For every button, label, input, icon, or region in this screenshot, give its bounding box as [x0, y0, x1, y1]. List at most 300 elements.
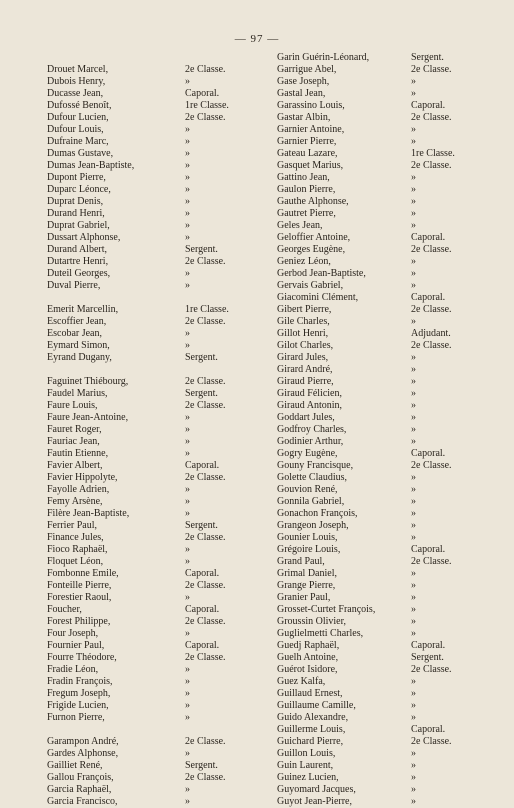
soldier-name: Fourre Théodore, [47, 652, 117, 663]
roster-row [277, 796, 497, 808]
soldier-rank: » [185, 508, 190, 519]
soldier-rank: 2e Classe. [411, 304, 452, 315]
soldier-name: Fayolle Adrien, [47, 484, 110, 495]
roster-row [277, 568, 497, 580]
roster-row [47, 640, 277, 652]
soldier-rank: » [411, 352, 416, 363]
soldier-rank: » [185, 676, 190, 687]
soldier-rank: 2e Classe. [411, 664, 452, 675]
soldier-rank: » [411, 364, 416, 375]
soldier-name: Fradin François, [47, 676, 113, 687]
soldier-rank: 2e Classe. [185, 532, 226, 543]
soldier-rank: Caporal. [411, 100, 446, 111]
soldier-name: Gastal Jean, [277, 88, 326, 99]
soldier-name: Fautin Etienne, [47, 448, 109, 459]
soldier-rank: » [185, 448, 190, 459]
roster-row [277, 232, 497, 244]
soldier-name: Grange Pierre, [277, 580, 336, 591]
soldier-name: Frigide Lucien, [47, 700, 109, 711]
soldier-rank: 2e Classe. [411, 244, 452, 255]
soldier-name: Garcia Raphaël, [47, 784, 112, 795]
roster-row [47, 124, 277, 136]
soldier-name: Dubois Henry, [47, 76, 106, 87]
soldier-name: Gateau Lazare, [277, 148, 338, 159]
soldier-name: Gonnila Gabriel, [277, 496, 345, 507]
roster-row [277, 616, 497, 628]
roster-row [277, 280, 497, 292]
soldier-name: Gogry Eugène, [277, 448, 338, 459]
soldier-rank: Adjudant. [411, 328, 451, 339]
roster-row [47, 424, 277, 436]
roster-row [277, 688, 497, 700]
soldier-rank: Caporal. [185, 88, 220, 99]
roster-row [47, 292, 277, 304]
left-column [47, 52, 277, 808]
soldier-rank: » [185, 172, 190, 183]
soldier-rank: » [185, 496, 190, 507]
soldier-rank: » [411, 568, 416, 579]
roster-row [277, 364, 497, 376]
soldier-rank: Caporal. [185, 604, 220, 615]
roster-row [47, 520, 277, 532]
soldier-rank: » [411, 268, 416, 279]
soldier-rank: » [411, 700, 416, 711]
roster-row [47, 148, 277, 160]
soldier-name: Grangeon Joseph, [277, 520, 349, 531]
soldier-rank: » [411, 376, 416, 387]
roster-row [47, 280, 277, 292]
soldier-rank: » [185, 184, 190, 195]
roster-row [47, 112, 277, 124]
roster-row [47, 340, 277, 352]
roster-row [47, 268, 277, 280]
soldier-name: Geles Jean, [277, 220, 323, 231]
soldier-name: Guedj Raphaël, [277, 640, 340, 651]
roster-row [277, 64, 497, 76]
soldier-name: Fradie Léon, [47, 664, 99, 675]
page-number: — 97 — [234, 33, 280, 45]
roster-row [47, 616, 277, 628]
soldier-name: Dufraine Marc, [47, 136, 109, 147]
roster-row [277, 700, 497, 712]
roster-row [47, 400, 277, 412]
roster-row [47, 436, 277, 448]
roster-row [47, 580, 277, 592]
roster-row [277, 220, 497, 232]
roster-row [277, 328, 497, 340]
soldier-name: Godfroy Charles, [277, 424, 347, 435]
soldier-name: Duval Pierre, [47, 280, 101, 291]
roster-row [47, 256, 277, 268]
roster-row [277, 484, 497, 496]
soldier-rank: Sergent. [185, 760, 218, 771]
soldier-rank: » [185, 328, 190, 339]
soldier-name: Finance Jules, [47, 532, 104, 543]
soldier-name: Gibert Pierre, [277, 304, 332, 315]
roster-row [47, 544, 277, 556]
roster-row [277, 184, 497, 196]
soldier-name: Gounier Louis, [277, 532, 338, 543]
roster-row [277, 640, 497, 652]
soldier-rank: 2e Classe. [411, 112, 452, 123]
soldier-rank: » [411, 688, 416, 699]
soldier-name: Durand Albert, [47, 244, 107, 255]
soldier-rank: » [411, 136, 416, 147]
soldier-name: Fombonne Emile, [47, 568, 119, 579]
roster-row [47, 508, 277, 520]
soldier-rank: Sergent. [185, 352, 218, 363]
roster-row [277, 244, 497, 256]
soldier-rank: » [185, 412, 190, 423]
roster-row [47, 760, 277, 772]
roster-row [47, 688, 277, 700]
roster-row [47, 592, 277, 604]
roster-row [277, 256, 497, 268]
soldier-name: Garnier Pierre, [277, 136, 337, 147]
roster-row [277, 580, 497, 592]
soldier-rank: » [185, 160, 190, 171]
soldier-name: Grimal Daniel, [277, 568, 337, 579]
soldier-name: Granier Paul, [277, 592, 331, 603]
soldier-name: Favier Hippolyte, [47, 472, 118, 483]
soldier-rank: » [185, 688, 190, 699]
soldier-rank: 1re Classe. [185, 100, 229, 111]
roster-row [277, 460, 497, 472]
soldier-name: Dufour Lucien, [47, 112, 109, 123]
roster-row [277, 400, 497, 412]
soldier-name: Gasquet Marius, [277, 160, 344, 171]
roster-row [277, 712, 497, 724]
soldier-name: Faudel Marius, [47, 388, 108, 399]
soldier-name: Guichard Pierre, [277, 736, 344, 747]
soldier-name: Guglielmetti Charles, [277, 628, 364, 639]
soldier-name: Favier Albert, [47, 460, 103, 471]
roster-row [277, 772, 497, 784]
roster-row [47, 304, 277, 316]
soldier-name: Gardes Alphonse, [47, 748, 119, 759]
soldier-name: Garin Guérin-Léonard, [277, 52, 370, 63]
roster-row [277, 388, 497, 400]
roster-row [277, 472, 497, 484]
soldier-name: Gile Charles, [277, 316, 330, 327]
soldier-rank: » [411, 172, 416, 183]
soldier-rank: » [411, 88, 416, 99]
soldier-rank: Sergent. [185, 244, 218, 255]
soldier-rank: Caporal. [185, 568, 220, 579]
soldier-name: Fauriac Jean, [47, 436, 100, 447]
soldier-name: Girard Jules, [277, 352, 329, 363]
soldier-rank: 2e Classe. [185, 256, 226, 267]
soldier-name: Faure Jean-Antoine, [47, 412, 129, 423]
soldier-name: Duprat Denis, [47, 196, 104, 207]
roster-row [47, 568, 277, 580]
soldier-name: Gervais Gabriel, [277, 280, 344, 291]
roster-row [47, 208, 277, 220]
soldier-rank: Caporal. [411, 544, 446, 555]
soldier-rank: » [411, 472, 416, 483]
roster-row [277, 544, 497, 556]
soldier-name: Garnier Antoine, [277, 124, 345, 135]
roster-row [47, 496, 277, 508]
soldier-name: Dutartre Henri, [47, 256, 109, 267]
soldier-rank: Caporal. [185, 460, 220, 471]
soldier-name: Filère Jean-Baptiste, [47, 508, 130, 519]
roster-row [47, 448, 277, 460]
soldier-name: Guillon Louis, [277, 748, 336, 759]
soldier-rank: 2e Classe. [411, 736, 452, 747]
soldier-rank: » [411, 676, 416, 687]
soldier-name: Guyot Jean-Pierre, [277, 796, 352, 807]
soldier-name: Eyrand Dugany, [47, 352, 112, 363]
roster-row [277, 724, 497, 736]
soldier-rank: 1re Classe. [411, 148, 455, 159]
soldier-name: Escoffier Jean, [47, 316, 107, 327]
roster-row [277, 412, 497, 424]
soldier-rank: 2e Classe. [411, 160, 452, 171]
soldier-rank: » [411, 220, 416, 231]
soldier-rank: » [411, 760, 416, 771]
roster-row [47, 100, 277, 112]
soldier-rank: » [411, 400, 416, 411]
soldier-name: Durand Henri, [47, 208, 105, 219]
soldier-rank: » [185, 148, 190, 159]
soldier-name: Guelh Antoine, [277, 652, 339, 663]
roster-row [47, 736, 277, 748]
soldier-name: Geniez Léon, [277, 256, 331, 267]
right-column [277, 52, 497, 808]
soldier-rank: » [411, 628, 416, 639]
soldier-rank: » [185, 76, 190, 87]
soldier-rank: 2e Classe. [185, 772, 226, 783]
roster-row [277, 136, 497, 148]
soldier-name: Guillaume Camille, [277, 700, 356, 711]
roster-row [47, 136, 277, 148]
roster-row [47, 364, 277, 376]
soldier-name: Fournier Paul, [47, 640, 105, 651]
roster-row [47, 220, 277, 232]
soldier-rank: 2e Classe. [185, 580, 226, 591]
soldier-rank: 2e Classe. [185, 64, 226, 75]
soldier-name: Ducasse Jean, [47, 88, 104, 99]
roster-row [47, 556, 277, 568]
soldier-rank: » [185, 280, 190, 291]
roster-row [277, 376, 497, 388]
soldier-rank: 2e Classe. [185, 736, 226, 747]
roster-row [47, 376, 277, 388]
soldier-name: Fregum Joseph, [47, 688, 111, 699]
soldier-name: Groussin Olivier, [277, 616, 347, 627]
soldier-name: Fioco Raphaël, [47, 544, 108, 555]
soldier-name: Duteil Georges, [47, 268, 111, 279]
soldier-rank: Caporal. [411, 232, 446, 243]
soldier-rank: Caporal. [411, 448, 446, 459]
soldier-rank: Caporal. [185, 640, 220, 651]
soldier-rank: » [185, 232, 190, 243]
soldier-name: Gouvion René, [277, 484, 338, 495]
soldier-name: Forestier Raoul, [47, 592, 112, 603]
roster-row [47, 628, 277, 640]
soldier-name: Furnon Pierre, [47, 712, 105, 723]
soldier-rank: » [185, 340, 190, 351]
roster-row [47, 700, 277, 712]
roster-row [277, 520, 497, 532]
soldier-name: Guillaud Ernest, [277, 688, 343, 699]
soldier-name: Geloffier Antoine, [277, 232, 351, 243]
roster-row [47, 76, 277, 88]
soldier-name: Forest Philippe, [47, 616, 111, 627]
soldier-name: Guyomard Jacques, [277, 784, 356, 795]
soldier-rank: » [411, 520, 416, 531]
soldier-rank: 2e Classe. [185, 112, 226, 123]
soldier-rank: » [411, 508, 416, 519]
roster-row [277, 148, 497, 160]
roster-row [47, 664, 277, 676]
roster-row [47, 772, 277, 784]
soldier-name: Golette Claudius, [277, 472, 347, 483]
soldier-name: Guin Laurent, [277, 760, 334, 771]
roster-row [47, 388, 277, 400]
roster-row [277, 784, 497, 796]
roster-row [277, 556, 497, 568]
roster-row [277, 88, 497, 100]
soldier-rank: » [411, 256, 416, 267]
roster-row [47, 328, 277, 340]
soldier-rank: 2e Classe. [185, 472, 226, 483]
soldier-name: Gastar Albin, [277, 112, 331, 123]
soldier-name: Dumas Jean-Baptiste, [47, 160, 135, 171]
soldier-name: Grosset-Curtet François, [277, 604, 376, 615]
soldier-rank: » [411, 196, 416, 207]
roster-row [47, 724, 277, 736]
roster-row [277, 736, 497, 748]
roster-row [47, 88, 277, 100]
roster-row [47, 316, 277, 328]
roster-row [47, 352, 277, 364]
soldier-name: Gailliet René, [47, 760, 103, 771]
roster-row [277, 100, 497, 112]
roster-row [277, 448, 497, 460]
roster-row [47, 52, 277, 64]
soldier-name: Dussart Alphonse, [47, 232, 121, 243]
soldier-name: Gallou François, [47, 772, 114, 783]
soldier-name: Giraud Félicien, [277, 388, 342, 399]
soldier-name: Emerit Marcellin, [47, 304, 119, 315]
soldier-rank: » [411, 184, 416, 195]
soldier-name: Ferrier Paul, [47, 520, 97, 531]
roster-row [277, 628, 497, 640]
roster-row [47, 412, 277, 424]
roster-row [47, 232, 277, 244]
soldier-rank: » [185, 268, 190, 279]
soldier-name: Giraud Pierre, [277, 376, 334, 387]
soldier-rank: 2e Classe. [411, 556, 452, 567]
roster-row [277, 112, 497, 124]
roster-row [277, 52, 497, 64]
soldier-rank: 2e Classe. [185, 652, 226, 663]
soldier-rank: » [411, 616, 416, 627]
soldier-rank: Caporal. [411, 640, 446, 651]
soldier-rank: » [185, 712, 190, 723]
roster-row [277, 292, 497, 304]
soldier-rank: » [411, 124, 416, 135]
soldier-rank: » [411, 436, 416, 447]
roster-row [47, 160, 277, 172]
soldier-name: Gerbod Jean-Baptiste, [277, 268, 366, 279]
soldier-rank: » [411, 712, 416, 723]
soldier-rank: » [411, 496, 416, 507]
soldier-rank: Sergent. [185, 520, 218, 531]
soldier-name: Floquet Léon, [47, 556, 104, 567]
soldier-rank: Sergent. [185, 388, 218, 399]
soldier-name: Dufour Louis, [47, 124, 104, 135]
soldier-rank: Caporal. [411, 292, 446, 303]
roster-row [277, 268, 497, 280]
roster-row [277, 652, 497, 664]
soldier-rank: Caporal. [411, 724, 446, 735]
roster-row [277, 352, 497, 364]
soldier-rank: » [411, 424, 416, 435]
soldier-name: Garassino Louis, [277, 100, 345, 111]
soldier-name: Gonachon François, [277, 508, 358, 519]
soldier-rank: » [411, 592, 416, 603]
soldier-rank: » [411, 316, 416, 327]
roster-row [277, 664, 497, 676]
soldier-name: Godinier Arthur, [277, 436, 344, 447]
soldier-rank: » [185, 556, 190, 567]
soldier-name: Garampon André, [47, 736, 119, 747]
roster-row [47, 652, 277, 664]
soldier-name: Georges Eugène, [277, 244, 346, 255]
roster-row [47, 184, 277, 196]
roster-row [47, 472, 277, 484]
roster-row [277, 676, 497, 688]
soldier-rank: » [185, 208, 190, 219]
roster-row [277, 436, 497, 448]
soldier-rank: 2e Classe. [185, 316, 226, 327]
roster-row [277, 592, 497, 604]
soldier-name: Gattino Jean, [277, 172, 330, 183]
soldier-rank: 2e Classe. [411, 64, 452, 75]
soldier-name: Gautret Pierre, [277, 208, 336, 219]
soldier-rank: 2e Classe. [185, 376, 226, 387]
soldier-name: Foucher, [47, 604, 82, 615]
roster-row [47, 196, 277, 208]
soldier-name: Duparc Léonce, [47, 184, 111, 195]
soldier-rank: » [411, 772, 416, 783]
soldier-name: Goddart Jules, [277, 412, 335, 423]
soldier-rank: » [185, 628, 190, 639]
soldier-rank: 2e Classe. [411, 460, 452, 471]
soldier-name: Gilot Charles, [277, 340, 334, 351]
soldier-name: Guérot Isidore, [277, 664, 338, 675]
soldier-rank: » [411, 784, 416, 795]
soldier-name: Eymard Simon, [47, 340, 110, 351]
roster-row [47, 796, 277, 808]
soldier-name: Guinez Lucien, [277, 772, 339, 783]
soldier-rank: » [411, 280, 416, 291]
soldier-rank: » [185, 544, 190, 555]
soldier-rank: » [411, 796, 416, 807]
roster-row [277, 196, 497, 208]
soldier-name: Grégoire Louis, [277, 544, 341, 555]
roster-row [277, 124, 497, 136]
soldier-rank: Sergent. [411, 52, 444, 63]
roster-row [277, 160, 497, 172]
roster-row [277, 604, 497, 616]
soldier-rank: » [185, 700, 190, 711]
soldier-name: Giraud Antonin, [277, 400, 342, 411]
soldier-rank: » [185, 484, 190, 495]
